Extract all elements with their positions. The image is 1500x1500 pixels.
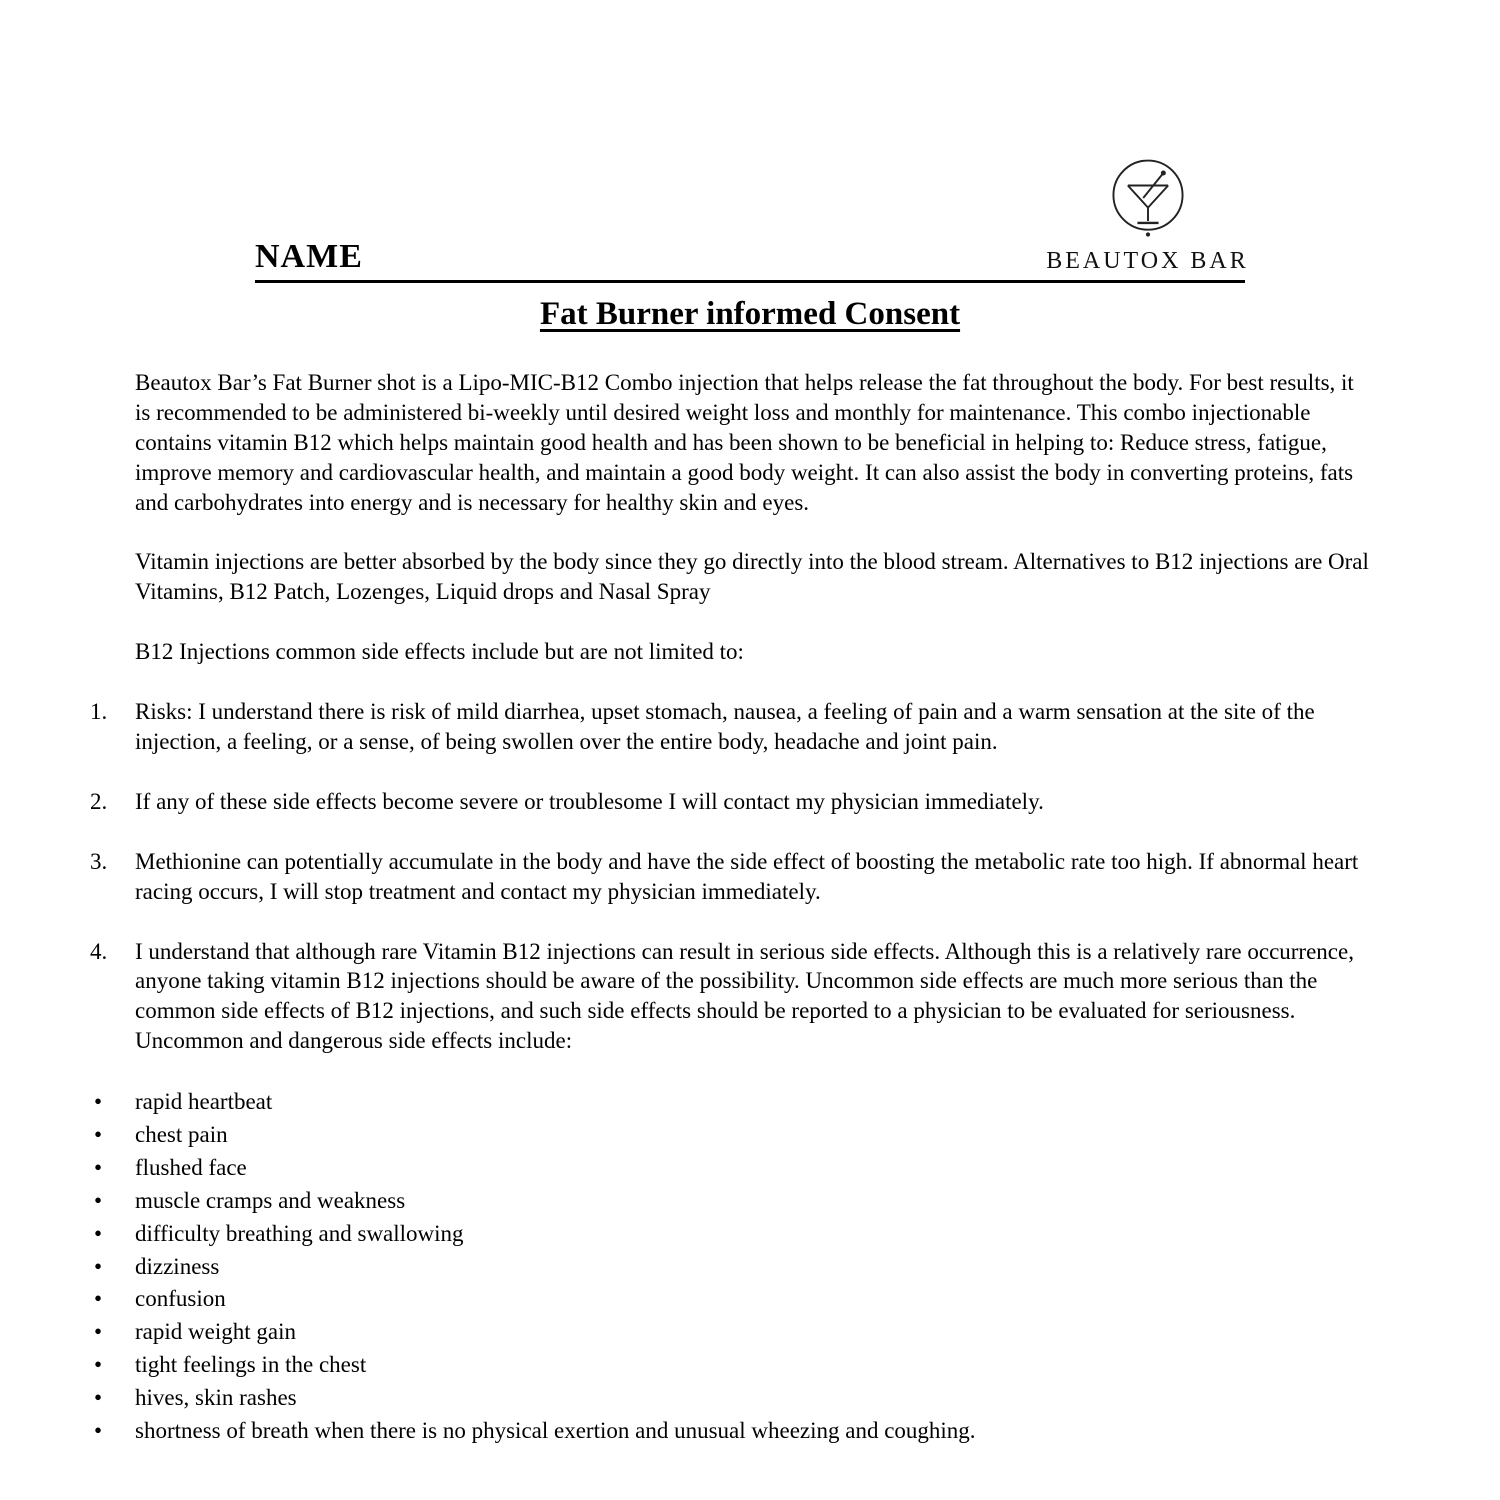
bullet-icon: •: [94, 1417, 103, 1443]
bullet-icon: •: [94, 1089, 103, 1115]
paragraph-side-effects-lead: B12 Injections common side effects include but are not limited to:: [135, 639, 744, 665]
bullet-text: difficulty breathing and swallowing: [135, 1220, 464, 1246]
numbered-item: [90, 847, 1370, 907]
bullet-icon: •: [94, 1154, 103, 1180]
list-item: [90, 1316, 1370, 1349]
item-text: Methionine can potentially accumulate in the body and have the side effect of boosting the metabolic rate too high. If abnormal heart racing occurs, I will stop treatment and contact my physician immediately.: [135, 848, 1359, 904]
bullet-icon: •: [94, 1319, 103, 1345]
list-item: [90, 1382, 1370, 1415]
bullet-icon: •: [94, 1122, 103, 1148]
paragraph-alternatives: Vitamin injections are better absorbed by the body since they go directly into the blood stream. Alternatives to B12 injections are Oral Vitamins, B12 Patch, Lozenges, Liquid drops and Nasal Spray: [135, 549, 1369, 605]
document-body: [0, 368, 1500, 1448]
martini-glass-icon: [1100, 150, 1196, 246]
bullet-text: muscle cramps and weakness: [135, 1187, 406, 1213]
list-item: [90, 1152, 1370, 1185]
item-text: Risks: I understand there is risk of mild diarrhea, upset stomach, nausea, a feeling of pain and a warm sensation at the site of the injection, a feeling, or a sense, of being swollen over the entire body, headache and joint pain.: [135, 699, 1315, 755]
bullet-text: shortness of breath when there is no physical exertion and unusual wheezing and coughing.: [135, 1417, 976, 1443]
list-item: [90, 1251, 1370, 1284]
item-number: 1.: [90, 699, 108, 725]
numbered-item: [90, 787, 1370, 817]
bullet-text: hives, skin rashes: [135, 1385, 297, 1411]
numbered-list: [90, 697, 1370, 1056]
name-label: NAME: [255, 238, 363, 275]
numbered-item: [90, 937, 1370, 1057]
item-number: 2.: [90, 788, 108, 814]
bullet-icon: •: [94, 1286, 103, 1312]
item-number: 3.: [90, 848, 108, 874]
bullet-text: rapid weight gain: [135, 1319, 296, 1345]
page-title: Fat Burner informed Consent: [539, 296, 961, 332]
list-item: [90, 1283, 1370, 1316]
list-item: [90, 1218, 1370, 1251]
numbered-item: [90, 697, 1370, 757]
bullet-icon: •: [94, 1352, 103, 1378]
list-item: [90, 1349, 1370, 1382]
document-header: [0, 0, 1500, 368]
bullet-text: tight feelings in the chest: [135, 1352, 367, 1378]
bullet-text: chest pain: [135, 1122, 228, 1148]
item-number: 4.: [90, 938, 108, 964]
list-item: [90, 1086, 1370, 1119]
bullet-icon: •: [94, 1187, 103, 1213]
item-text: I understand that although rare Vitamin B12 injections can result in serious side effects. Although this is a relatively rare occurrence, anyone taking vitamin B12 injections should be aware of the possibility. Uncommon side effects are much more serious than the common side effects of B12 injections, and such side effects should be reported to a physician to be evaluated for seriousness. Uncommon and dangerous side effects include:: [135, 938, 1354, 1054]
list-item: [90, 1415, 1370, 1448]
item-text: If any of these side effects become severe or troublesome I will contact my physician immediately.: [135, 788, 1044, 814]
bullet-icon: •: [94, 1385, 103, 1411]
paragraph-intro: Beautox Bar’s Fat Burner shot is a Lipo-MIC-B12 Combo injection that helps release the fat throughout the body. For best results, it is recommended to be administered bi-weekly until desired weight loss and monthly for maintenance. This combo injectionable contains vitamin B12 which helps maintain good health and has been shown to be beneficial in helping to: Reduce stress, fatigue, improve memory and cardiovascular health, and maintain a good body weight. It can also assist the body in converting proteins, fats and carbohydrates into energy and is necessary for healthy skin and eyes.: [135, 370, 1354, 515]
name-field[interactable]: [255, 238, 1245, 283]
list-item: [90, 1185, 1370, 1218]
list-item: [90, 1119, 1370, 1152]
bullet-list: [94, 1086, 1370, 1448]
bullet-icon: •: [94, 1220, 103, 1246]
logo-text: BEAUTOX BAR: [1046, 248, 1249, 274]
bullet-text: confusion: [135, 1286, 226, 1312]
bullet-text: flushed face: [135, 1154, 247, 1180]
bullet-text: rapid heartbeat: [135, 1089, 273, 1115]
bullet-text: dizziness: [135, 1253, 220, 1279]
bullet-icon: •: [94, 1253, 103, 1279]
